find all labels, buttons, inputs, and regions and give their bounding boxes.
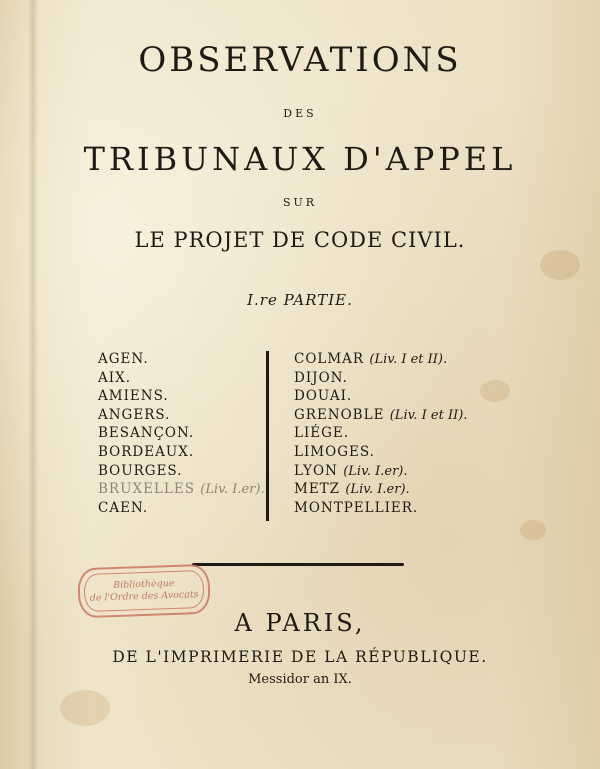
part-heading <box>0 291 600 309</box>
list-item: AGEN. <box>98 351 149 367</box>
title-sur: SUR <box>282 196 318 209</box>
list-item: COLMAR (Liv. I et II). <box>294 351 448 367</box>
stamp-line: de l'Ordre des Avocats <box>89 589 199 604</box>
title-des: DES <box>283 107 317 120</box>
tribunal-list-right <box>294 350 467 517</box>
part-label: PARTIE. <box>283 291 353 309</box>
foxing-stain <box>480 380 510 402</box>
imprint-date: Messidor an IX. <box>248 672 352 687</box>
title-projet: LE PROJET DE CODE CIVIL. <box>134 228 466 252</box>
list-item: BRUXELLES (Liv. I.er). <box>98 481 265 498</box>
foxing-stain <box>520 520 546 540</box>
list-item: LIÉGE. <box>294 425 350 442</box>
horizontal-rule <box>192 563 404 566</box>
list-item: ANGERS. <box>98 406 171 423</box>
column-divider <box>266 351 269 521</box>
list-item: LYON (Liv. I.er). <box>294 462 408 479</box>
list-item: DIJON. <box>294 369 348 386</box>
list-item: GRENOBLE (Liv. I et II). <box>294 406 468 423</box>
title-observations: OBSERVATIONS <box>138 40 462 80</box>
foxing-stain <box>540 250 580 280</box>
stamp-line: Bibliothèque <box>112 577 175 592</box>
tribunal-list-left <box>98 350 265 517</box>
list-item: LIMOGES. <box>294 443 375 460</box>
title-tribunaux: TRIBUNAUX D'APPEL <box>83 140 517 178</box>
list-item: MONTPELLIER. <box>294 499 419 516</box>
foxing-stain <box>60 690 110 726</box>
list-item: BESANÇON. <box>98 425 195 442</box>
list-item: METZ (Liv. I.er). <box>294 481 410 498</box>
list-item: AMIENS. <box>98 388 169 405</box>
list-item: AIX. <box>98 369 131 386</box>
list-item: BORDEAUX. <box>98 443 195 460</box>
list-item: DOUAI. <box>294 388 353 405</box>
part-number: I.re <box>247 291 278 309</box>
list-item: BOURGES. <box>98 462 183 479</box>
list-item: CAEN. <box>98 499 149 516</box>
imprint-city: A PARIS, <box>234 609 366 637</box>
imprint-printer: DE L'IMPRIMERIE DE LA RÉPUBLIQUE. <box>112 648 488 666</box>
